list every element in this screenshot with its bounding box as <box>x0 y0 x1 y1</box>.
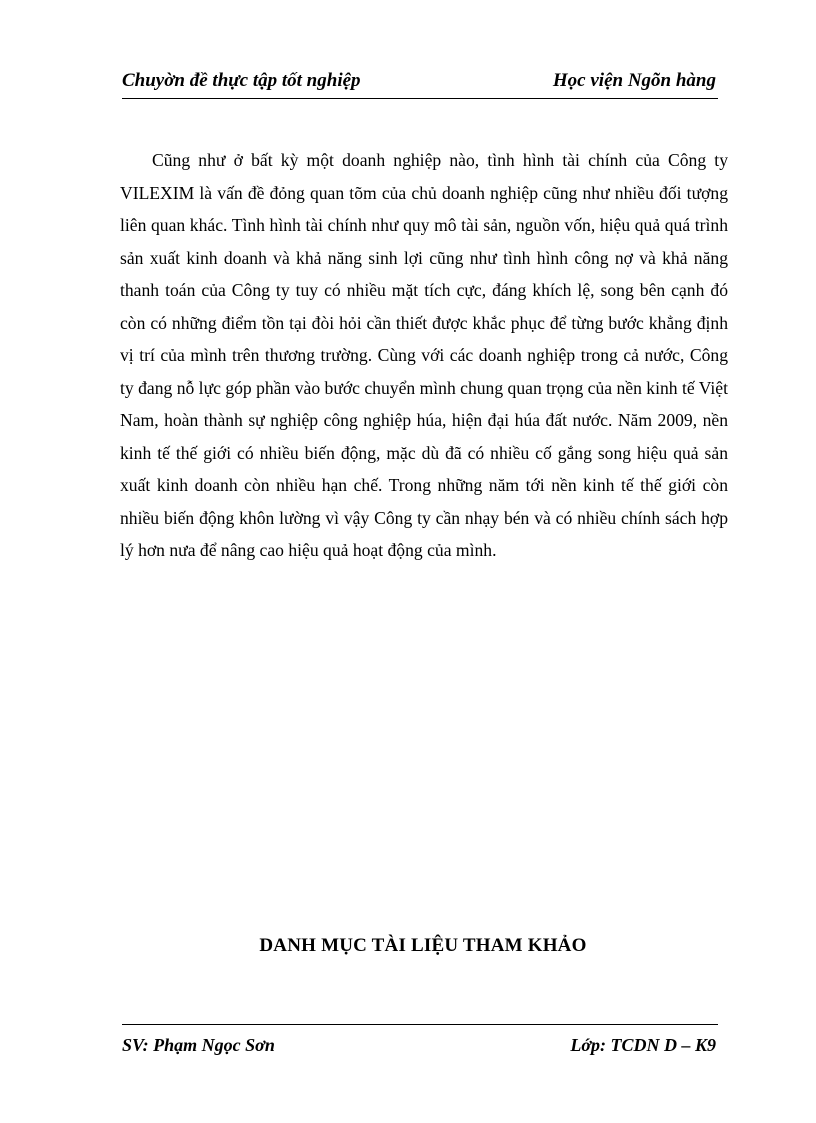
page-header <box>122 68 718 99</box>
header-report-title: Chuyờn đề thực tập tốt nghiệp <box>122 70 361 91</box>
footer-student-name: SV: Phạm Ngọc Sơn <box>122 1035 275 1055</box>
page-footer <box>122 1024 718 1065</box>
header-institution: Học viện Ngõn hàng <box>552 70 716 91</box>
references-heading: DANH MỤC TÀI LIỆU THAM KHẢO <box>259 935 587 956</box>
footer-class: Lớp: TCDN D – K9 <box>570 1035 716 1055</box>
conclusion-paragraph: Cũng như ở bất kỳ một doanh nghiệp nào, tình hình tài chính của Công ty VILEXIM là vấn đề đỏng quan tõm của chủ doanh nghiệp cũng như nhiều đối tượng liên quan khác. Tình hình tài chính như quy mô tài sản, nguồn vốn, hiệu quả quá trình sản xuất kinh doanh và khả năng sinh lợi cũng như tình hình công nợ và khả năng thanh toán của Công ty tuy có nhiều mặt tích cực, đáng khích lệ, song bên cạnh đó còn có những điểm tồn tại đòi hỏi cần thiết được khắc phục để từng bước khẳng định vị trí của mình trên thương trường. Cùng với các doanh nghiệp trong cả nước, Công ty đang nỗ lực góp phần vào bước chuyển mình chung quan trọng của nền kinh tế Việt Nam, hoàn thành sự nghiệp công nghiệp húa, hiện đại húa đất nước. Năm 2009, nền kinh tế thế giới có nhiều biến động, mặc dù đã có nhiều cố gắng song hiệu quả sản xuất kinh doanh còn nhiều hạn chế. Trong những năm tới nền kinh tế thế giới còn nhiều biến động khôn lường vì vậy Công ty cần nhạy bén và có nhiều chính sách hợp lý hơn nưa để nâng cao hiệu quả hoạt động của mình. <box>120 150 728 560</box>
